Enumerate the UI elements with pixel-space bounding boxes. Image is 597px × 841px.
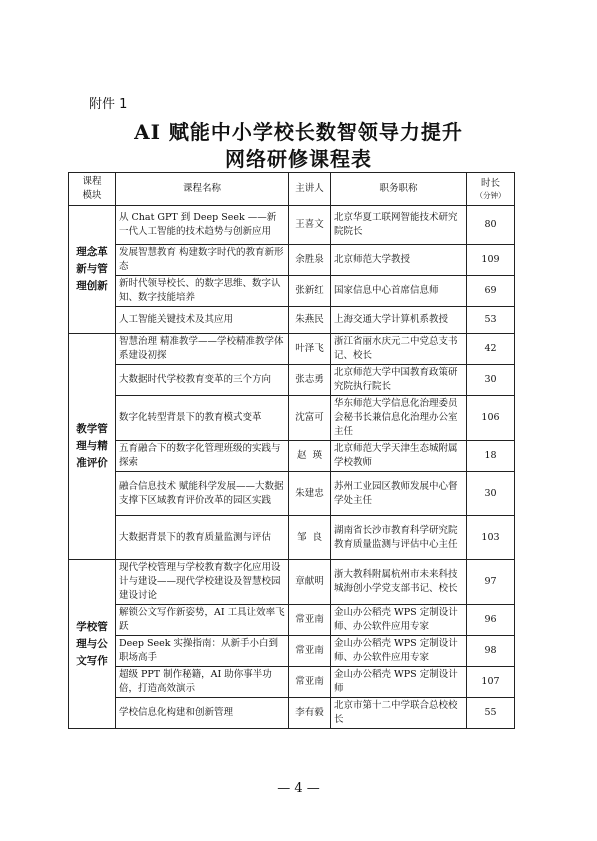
position: 上海交通大学计算机系教授 <box>331 307 467 334</box>
speaker: 李有毅 <box>289 698 331 729</box>
course-name: 新时代领导校长、的数字思维、数字认知、数字技能培养 <box>116 276 289 307</box>
course-name: 数字化转型背景下的教育模式变革 <box>116 396 289 441</box>
table-row <box>69 206 515 245</box>
header-position: 职务职称 <box>331 173 467 206</box>
speaker: 赵 瑛 <box>289 441 331 472</box>
hours: 18 <box>467 441 515 472</box>
course-name: 大数据时代学校教育变革的三个方向 <box>116 365 289 396</box>
speaker: 邹 良 <box>289 516 331 560</box>
position: 北京师范大学天津生态城附属学校教师 <box>331 441 467 472</box>
hours: 106 <box>467 396 515 441</box>
speaker: 沈富可 <box>289 396 331 441</box>
speaker: 张志勇 <box>289 365 331 396</box>
course-name: Deep Seek 实操指南：从新手小白到职场高手 <box>116 636 289 667</box>
attachment-label: 附件 1 <box>89 97 128 112</box>
hours: 69 <box>467 276 515 307</box>
module-cell: 教学管理与精准评价 <box>69 334 116 560</box>
table-row <box>69 472 515 516</box>
position: 苏州工业园区教师发展中心督学处主任 <box>331 472 467 516</box>
course-name: 发展智慧教育 构建数字时代的教育新形态 <box>116 245 289 276</box>
speaker: 朱建忠 <box>289 472 331 516</box>
position: 北京市第十二中学联合总校校长 <box>331 698 467 729</box>
hours: 53 <box>467 307 515 334</box>
hours: 97 <box>467 560 515 605</box>
course-name: 人工智能关键技术及其应用 <box>116 307 289 334</box>
speaker: 常亚南 <box>289 667 331 698</box>
course-name: 解锁公文写作新姿势，AI 工具让效率飞跃 <box>116 605 289 636</box>
table-row <box>69 365 515 396</box>
position: 浙大教科附属杭州市未来科技城海创小学党支部书记、校长 <box>331 560 467 605</box>
document-subtitle: 网络研修课程表 <box>225 147 372 171</box>
document-title: AI 赋能中小学校长数智领导力提升 <box>134 120 463 144</box>
speaker: 朱燕民 <box>289 307 331 334</box>
position: 金山办公稻壳 WPS 定制设计师 <box>331 667 467 698</box>
module-cell: 学校管理与公文写作 <box>69 560 116 729</box>
speaker: 常亚南 <box>289 605 331 636</box>
hours: 30 <box>467 365 515 396</box>
hours: 107 <box>467 667 515 698</box>
position: 金山办公稻壳 WPS 定制设计师、办公软件应用专家 <box>331 605 467 636</box>
table-row <box>69 396 515 441</box>
hours: 103 <box>467 516 515 560</box>
position: 金山办公稻壳 WPS 定制设计师、办公软件应用专家 <box>331 636 467 667</box>
table-header-row <box>69 173 515 206</box>
course-table <box>68 172 515 729</box>
position: 北京华夏工联网智能技术研究院院长 <box>331 206 467 245</box>
hours: 109 <box>467 245 515 276</box>
table-row <box>69 276 515 307</box>
hours: 55 <box>467 698 515 729</box>
course-name: 大数据背景下的教育质量监测与评估 <box>116 516 289 560</box>
course-name: 从 Chat GPT 到 Deep Seek ——新一代人工智能的技术趋势与创新应用 <box>116 206 289 245</box>
speaker: 常亚南 <box>289 636 331 667</box>
table-row <box>69 667 515 698</box>
table-row <box>69 605 515 636</box>
table-row <box>69 245 515 276</box>
position: 北京师范大学教授 <box>331 245 467 276</box>
position: 湖南省长沙市教育科学研究院教育质量监测与评估中心主任 <box>331 516 467 560</box>
header-course: 课程名称 <box>116 173 289 206</box>
course-name: 五育融合下的数字化管理班级的实践与探索 <box>116 441 289 472</box>
speaker: 王喜文 <box>289 206 331 245</box>
course-name: 智慧治理 精准教学——学校精准教学体系建设初探 <box>116 334 289 365</box>
table-row <box>69 636 515 667</box>
header-speaker: 主讲人 <box>289 173 331 206</box>
table-row <box>69 441 515 472</box>
table-row <box>69 334 515 365</box>
speaker: 叶泽飞 <box>289 334 331 365</box>
table-row <box>69 307 515 334</box>
hours: 30 <box>467 472 515 516</box>
course-name: 融合信息技术 赋能科学发展——大数据支撑下区域教育评价改革的园区实践 <box>116 472 289 516</box>
hours: 42 <box>467 334 515 365</box>
page-number: — 4 — <box>277 781 320 796</box>
header-module: 课程 模块 <box>69 173 116 206</box>
course-name: 学校信息化构建和创新管理 <box>116 698 289 729</box>
position: 华东师范大学信息化治理委员会秘书长兼信息化治理办公室主任 <box>331 396 467 441</box>
course-name: 超级 PPT 制作秘籍，AI 助你事半功倍，打造高效演示 <box>116 667 289 698</box>
header-hours: 时长 （分钟） <box>467 173 515 206</box>
course-name: 现代学校管理与学校教育数字化应用设计与建设——现代学校建设及智慧校园建设讨论 <box>116 560 289 605</box>
hours: 98 <box>467 636 515 667</box>
speaker: 张新红 <box>289 276 331 307</box>
speaker: 余胜泉 <box>289 245 331 276</box>
table-row <box>69 698 515 729</box>
table-row <box>69 516 515 560</box>
position: 国家信息中心首席信息师 <box>331 276 467 307</box>
hours: 96 <box>467 605 515 636</box>
module-cell: 理念革新与管理创新 <box>69 206 116 334</box>
table-row <box>69 560 515 605</box>
position: 浙江省丽水庆元二中党总支书记、校长 <box>331 334 467 365</box>
position: 北京师范大学中国教育政策研究院执行院长 <box>331 365 467 396</box>
hours: 80 <box>467 206 515 245</box>
speaker: 章献明 <box>289 560 331 605</box>
